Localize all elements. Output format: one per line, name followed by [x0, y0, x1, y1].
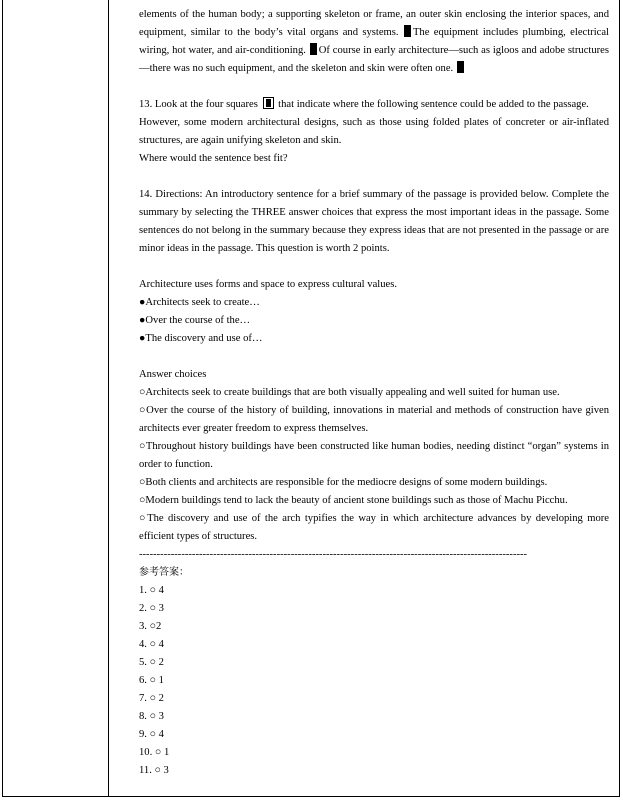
summary-bullet: ●Architects seek to create…	[139, 297, 260, 308]
answer-key-item: 4. ○ 4	[139, 639, 164, 650]
answer-key-item: 3. ○2	[139, 621, 162, 632]
answer-choice: ○The discovery and use of the arch typifies the way in which architecture advances by developing more efficient types of structures.	[139, 513, 609, 542]
insertion-square-marker	[404, 25, 411, 37]
answer-choice: ○Modern buildings tend to lack the beauty of ancient stone buildings such as those of Machu Picchu.	[139, 495, 568, 506]
summary-intro: Architecture uses forms and space to express cultural values.	[139, 279, 397, 290]
insertion-square-marker	[310, 43, 317, 55]
answer-key-item: 6. ○ 1	[139, 675, 164, 686]
question-14-directions: 14. Directions: An introductory sentence for a brief summary of the passage is provided below. Complete the summary by selecting the THREE answer choices that express the most important ideas in the passage. Some sentences do not belong in the summary because they express ideas that are not presented in the passage or are minor ideas in the passage. This question is worth 2 points.	[139, 189, 609, 254]
answer-key-item: 8. ○ 3	[139, 711, 164, 722]
question-13-question: Where would the sentence best fit?	[139, 153, 288, 164]
passage-text-1: elements of the human body; a supporting skeleton or frame, an outer skin enclosing the interior spaces, and equipment, similar to the body’s vital organs and systems.	[139, 9, 609, 38]
answer-key-item: 5. ○ 2	[139, 657, 164, 668]
insertion-square-marker	[457, 61, 464, 73]
answer-key-title: 参考答案：	[139, 567, 189, 578]
dashed-separator: --------------------------------------------------------------------------------------------------------------	[139, 549, 528, 560]
question-13-sentence: However, some modern architectural designs, such as those using folded plates of concreter or air-inflated structures, are again unifying skeleton and skin.	[139, 117, 609, 146]
answer-key-item: 11. ○ 3	[139, 765, 169, 776]
answer-choice: ○Both clients and architects are responsible for the mediocre designs of some modern buildings.	[139, 477, 548, 488]
answer-key-item: 1. ○ 4	[139, 585, 164, 596]
summary-bullet: ●Over the course of the…	[139, 315, 251, 326]
answer-key-item: 9. ○ 4	[139, 729, 164, 740]
answer-choices-title: Answer choices	[139, 369, 207, 380]
answer-key-item: 10. ○ 1	[139, 747, 170, 758]
column-divider	[108, 0, 109, 796]
answer-choice: ○Throughout history buildings have been constructed like human bodies, needing distinct “organ” systems in order to function.	[139, 441, 609, 470]
answer-choice: ○Over the course of the history of building, innovations in material and methods of construction have given architects ever greater freedom to express themselves.	[139, 405, 609, 434]
summary-bullet: ●The discovery and use of…	[139, 333, 263, 344]
square-icon	[263, 97, 274, 109]
answer-key-item: 7. ○ 2	[139, 693, 164, 704]
document-cell	[139, 6, 609, 780]
answer-choice: ○Architects seek to create buildings that are both visually appealing and well suited for human use.	[139, 387, 560, 398]
answer-key-item: 2. ○ 3	[139, 603, 164, 614]
question-13-prompt: 13. Look at the four squares that indicate where the following sentence could be added to the passage.	[139, 99, 589, 110]
passage-paragraph	[139, 6, 609, 78]
passage-text-2: The equipment includes plumbing, electrical wiring, hot water, and air-conditioning.	[139, 27, 609, 56]
passage-text-3: Of course in early architecture—such as igloos and adobe structures—there was no such equipment, and the skeleton and skin were often one.	[139, 45, 609, 74]
